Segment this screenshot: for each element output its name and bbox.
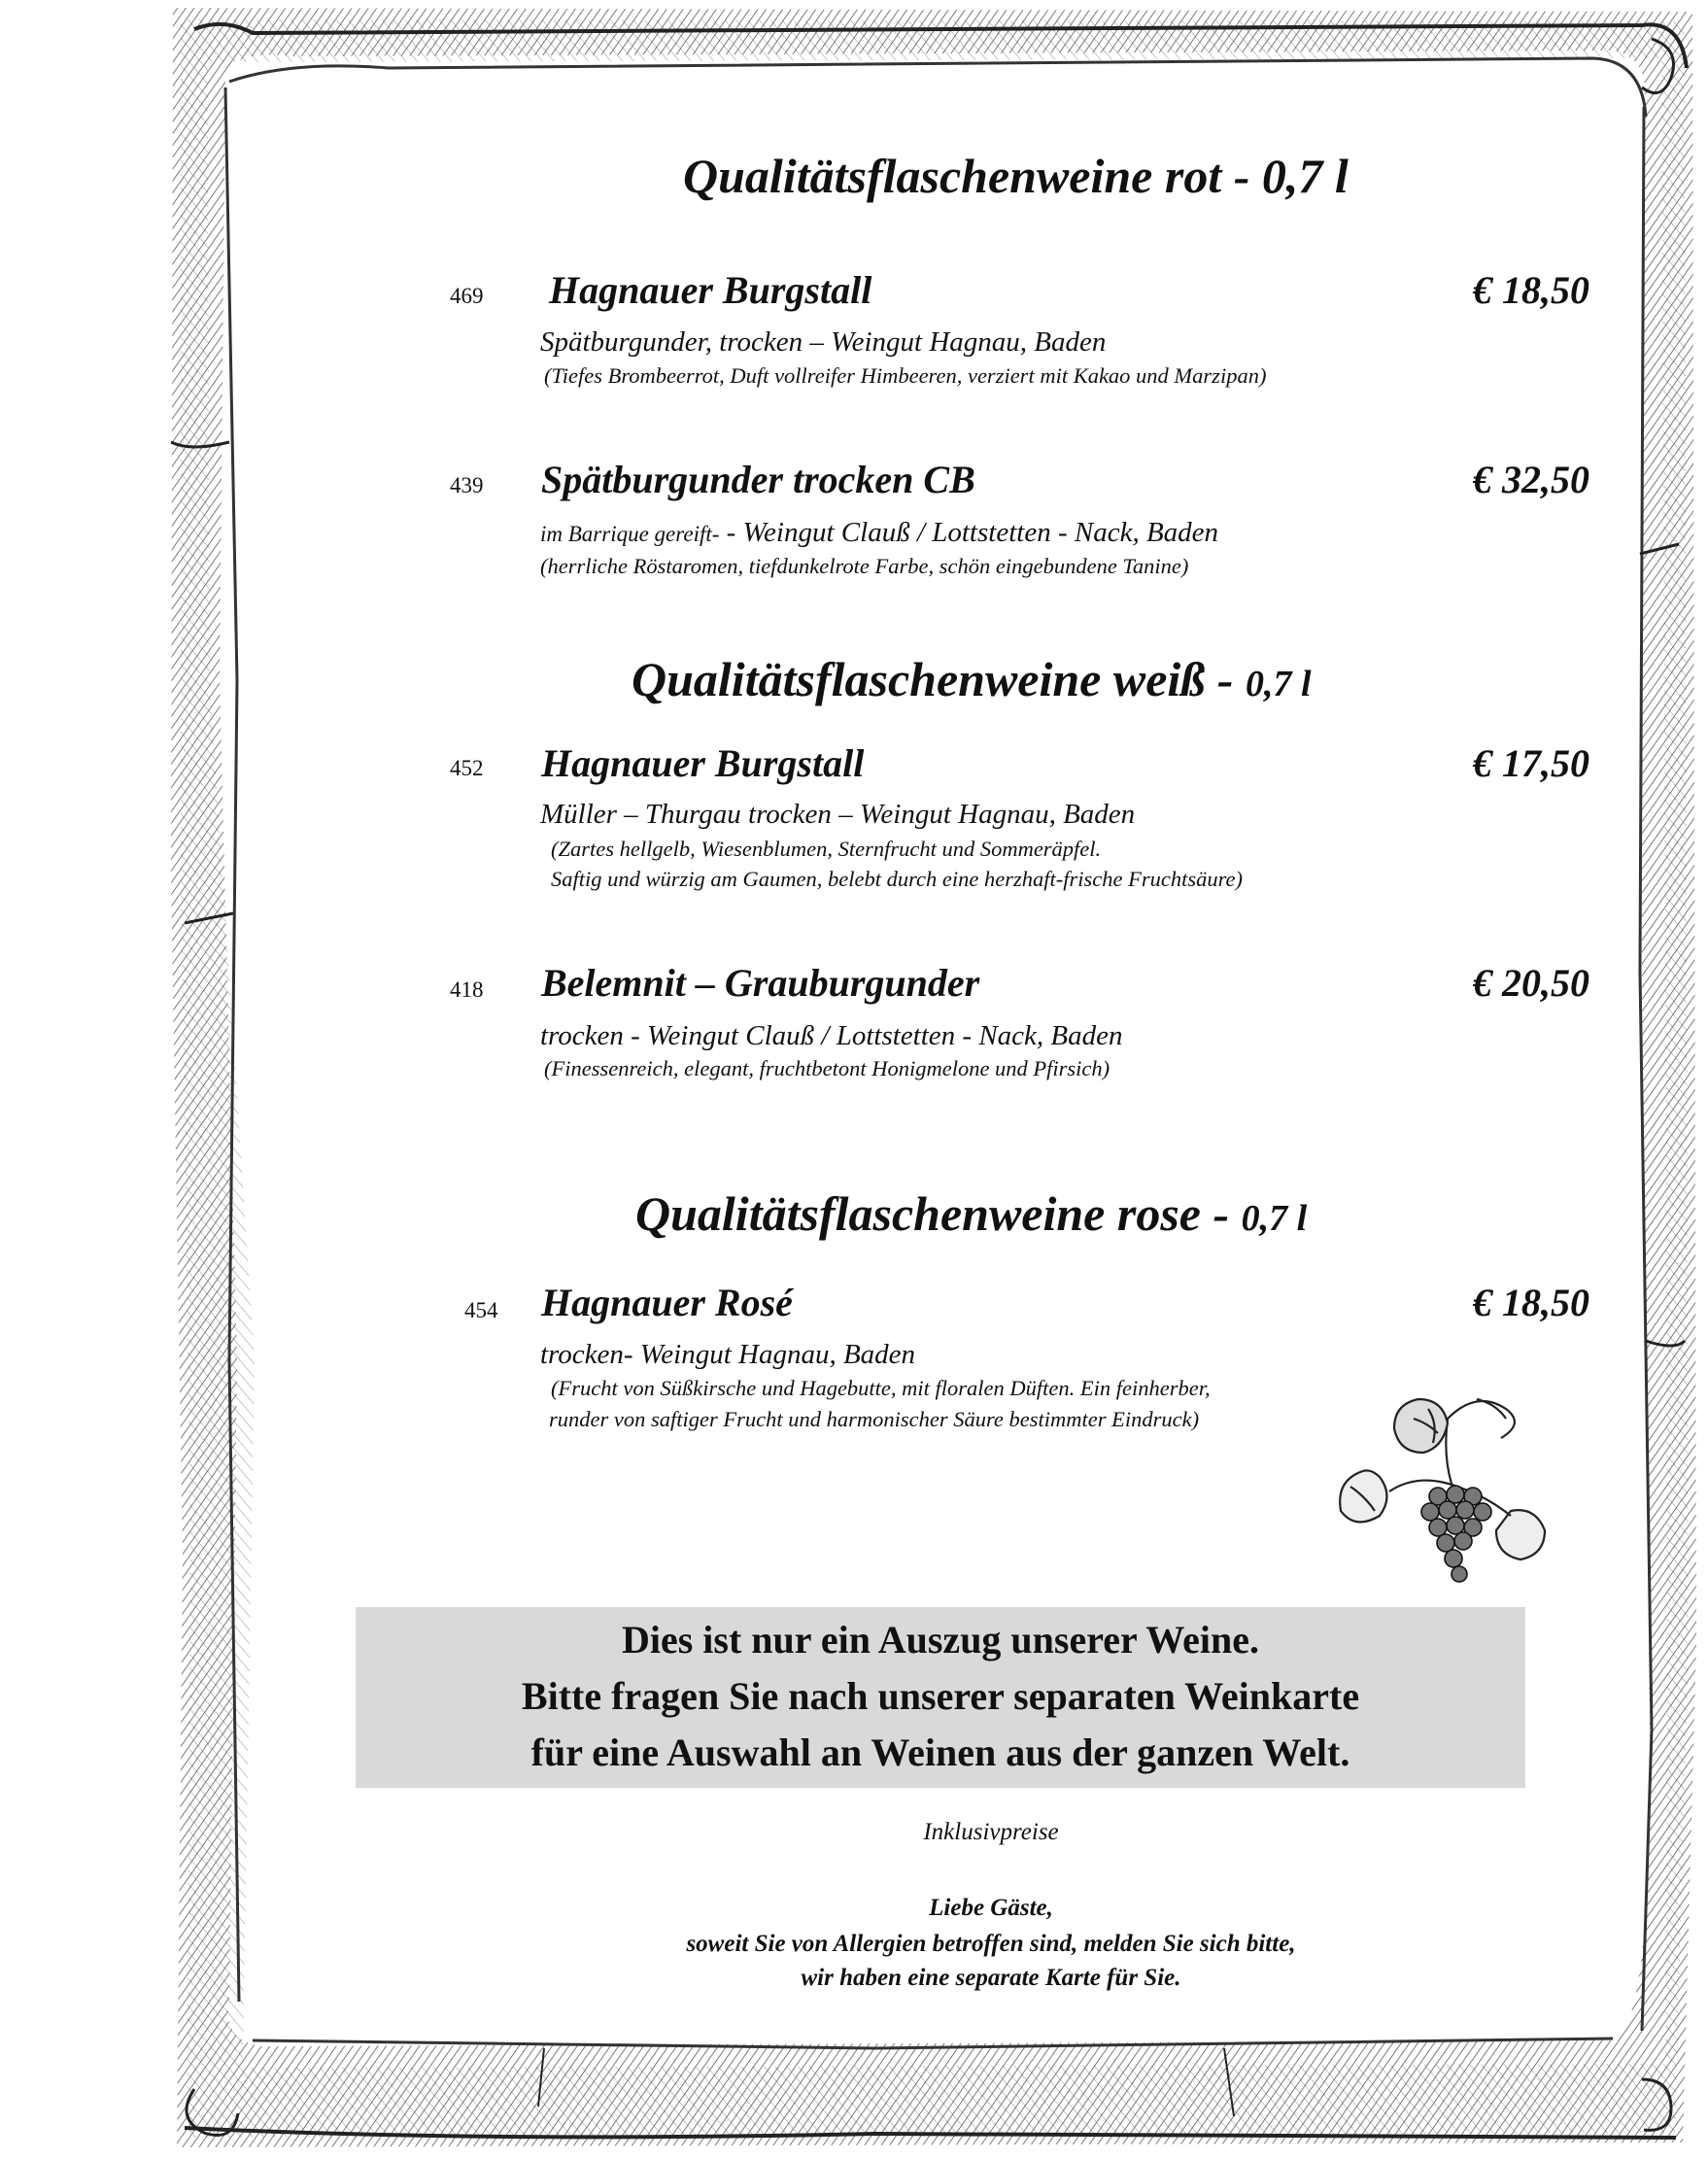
price-note: Inklusivpreise — [923, 1819, 1059, 1845]
section-title-volume: 0,7 l — [1241, 1198, 1308, 1239]
item-price: € 18,50 — [1473, 1281, 1589, 1324]
item-price: € 17,50 — [1473, 741, 1589, 785]
section-title-volume: 0,7 l — [1245, 664, 1312, 704]
allergy-note-line: soweit Sie von Allergien betroffen sind, melden Sie sich bitte, — [686, 1931, 1296, 1957]
item-name: Belemnit – Grauburgunder — [541, 961, 980, 1005]
item-tasting-note: (Tiefes Brombeerrot, Duft vollreifer Himbeeren, verziert mit Kakao und Marzipan) — [544, 363, 1267, 388]
item-description: Müller – Thurgau trocken – Weingut Hagnau, Baden — [540, 799, 1136, 830]
extract-line: für eine Auswahl an Weinen aus der ganzen Welt. — [530, 1731, 1350, 1774]
section-title-rot: Qualitätsflaschenweine rot - 0,7 l — [683, 149, 1349, 203]
item-number: 439 — [450, 473, 484, 497]
item-name: Hagnauer Burgstall — [541, 741, 865, 785]
allergy-note-line: wir haben eine separate Karte für Sie. — [801, 1965, 1181, 1991]
section-title-main: Qualitätsflaschenweine weiß - — [632, 652, 1234, 706]
section-title-weiss — [632, 651, 1312, 707]
extract-line: Bitte fragen Sie nach unserer separaten Weinkarte — [521, 1674, 1360, 1718]
wine-list-extract-box — [356, 1607, 1525, 1788]
allergy-greeting: Liebe Gäste, — [929, 1895, 1053, 1921]
item-price: € 20,50 — [1473, 961, 1589, 1005]
section-title-main: Qualitätsflaschenweine rose - — [635, 1186, 1230, 1241]
item-number: 454 — [464, 1298, 498, 1322]
item-tasting-note: (Zartes hellgelb, Wiesenblumen, Sternfrucht und Sommeräpfel. — [551, 837, 1102, 861]
item-name: Spätburgunder trocken CB — [541, 458, 975, 501]
item-description: Spätburgunder, trocken – Weingut Hagnau, Baden — [540, 326, 1107, 358]
item-tasting-note: (Finessenreich, elegant, fruchtbetont Honigmelone und Pfirsich) — [544, 1056, 1110, 1080]
item-description: trocken - Weingut Clauß / Lottstetten - Nack, Baden — [540, 1020, 1123, 1051]
item-tasting-note: Saftig und würzig am Gaumen, belebt durch eine herzhaft-frische Fruchtsäure) — [551, 867, 1243, 891]
item-name: Hagnauer Burgstall — [549, 268, 872, 312]
item-tasting-note: runder von saftiger Frucht und harmonischer Säure bestimmter Eindruck) — [549, 1407, 1200, 1431]
item-tasting-note: (Frucht von Süßkirsche und Hagebutte, mit floralen Düften. Ein feinherber, — [551, 1376, 1211, 1400]
item-description-prefix: im Barrique gereift- — [540, 522, 720, 546]
item-number: 469 — [450, 284, 484, 308]
item-description: trocken- Weingut Hagnau, Baden — [540, 1339, 916, 1370]
item-number: 418 — [450, 977, 484, 1002]
item-price: € 18,50 — [1473, 268, 1589, 312]
item-number: 452 — [450, 756, 484, 780]
item-tasting-note: (herrliche Röstaromen, tiefdunkelrote Farbe, schön eingebundene Tanine) — [540, 554, 1189, 578]
item-description-text: - Weingut Clauß / Lottstetten - Nack, Baden — [719, 517, 1219, 548]
item-name: Hagnauer Rosé — [541, 1281, 793, 1324]
section-title-rose — [635, 1185, 1307, 1242]
extract-line: Dies ist nur ein Auszug unserer Weine. — [621, 1618, 1259, 1662]
item-description — [540, 517, 1218, 549]
item-price: € 32,50 — [1473, 458, 1589, 501]
grape-vine-icon — [1331, 1380, 1574, 1603]
